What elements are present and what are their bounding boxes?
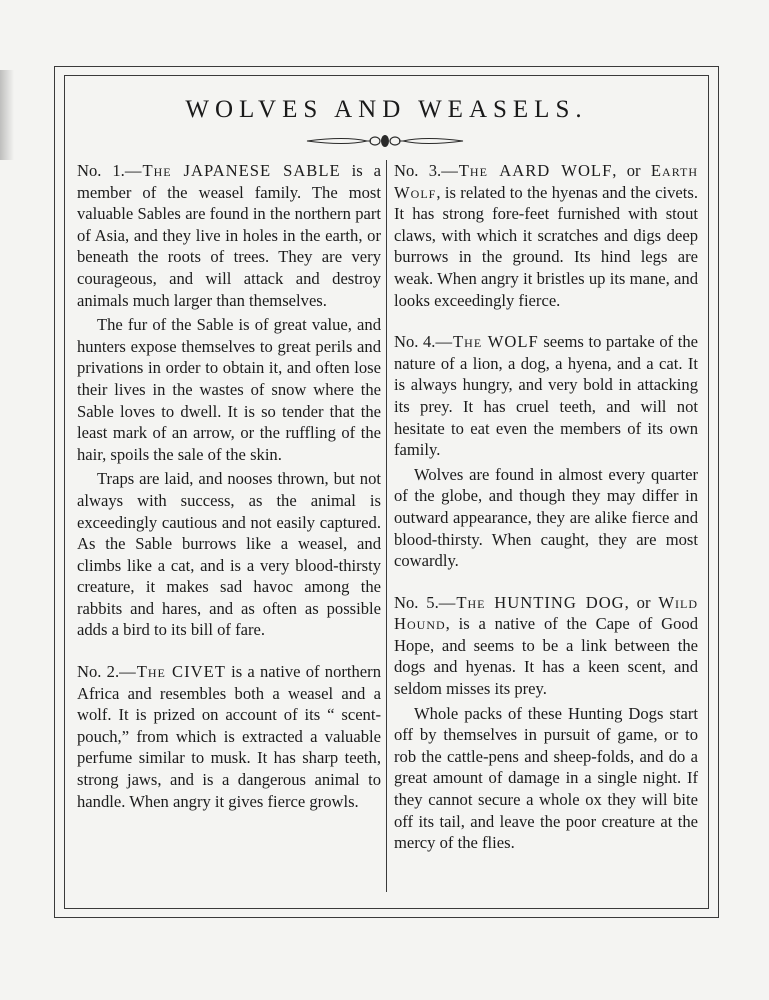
left-column bbox=[77, 160, 381, 832]
entry-number: No. 1. bbox=[77, 161, 125, 180]
entry-article: —The bbox=[119, 662, 173, 682]
entry-lead-text: is a member of the weasel family. The most valuable Sables are found in the northern part of Asia, and they live in holes in the earth, or beneath the roots of trees. They are very courageous, and will attack and destroy animals much larger than themselves. bbox=[77, 161, 381, 310]
entry-number: No. 3. bbox=[394, 161, 442, 180]
entry-alt-name: Wild Hound bbox=[394, 592, 698, 634]
entry-number: No. 4. bbox=[394, 332, 436, 352]
entry-paragraph: Traps are laid, and nooses thrown, but not always with success, as the animal is exceedingly cautious and not easily captured. As the Sable burrows like a weasel, and climbs like a cat, and is a very blood-thirsty creature, it makes sad havoc among the rabbits and hares, and as often as possible adds a bird to its bill of fare. bbox=[77, 469, 381, 640]
title-ornament-icon bbox=[305, 132, 465, 150]
entry-japanese-sable bbox=[77, 160, 381, 641]
entry-paragraph: Whole packs of these Hunting Dogs start off by themselves in pursuit of game, or to rob the cattle-pens and sheep-folds, and do a great amount of damage in a single night. If they cannot secure a whole ox they will bite off its tail, and leave the poor creature at the mercy of the flies. bbox=[394, 703, 698, 853]
entry-number: No. 2. bbox=[77, 662, 120, 682]
page-edge-smudge bbox=[0, 70, 14, 160]
entry-aard-wolf bbox=[394, 160, 698, 311]
entry-civet bbox=[77, 661, 381, 812]
entry-name-suffix: , or bbox=[612, 161, 651, 180]
entry-lead-paragraph bbox=[394, 160, 698, 311]
entry-lead-text: , is related to the hyenas and the civets. It has strong fore-feet furnished with stout claws, with which it scratches and digs deep burrows in the ground. Its hind legs are weak. When angry it bristles up its mane, and looks exceedingly fierce. bbox=[394, 182, 698, 310]
entry-number: No. 5. bbox=[394, 592, 439, 612]
entry-name: JAPANESE SABLE bbox=[183, 161, 341, 180]
entry-lead-text: , is a native of the Cape of Good Hope, and seems to be a link between the dogs and hyenas. It has a keen scent, and seldom misses its prey. bbox=[394, 614, 698, 699]
entry-lead-paragraph bbox=[77, 160, 381, 311]
entry-hunting-dog bbox=[394, 592, 698, 854]
entry-paragraph: Wolves are found in almost every quarter of the globe, and though they may differ in outward appearance, they are alike fierce and blood-thirsty. When caught, they are most cowardly. bbox=[394, 464, 698, 571]
entry-article: —The bbox=[438, 592, 495, 612]
entry-paragraph: The fur of the Sable is of great value, and hunters expose themselves to great perils and privations in order to obtain it, and often lose their lives in the wastes of snow where the Sable loves to dwell. It is so tender that the least mark of an arrow, or the ruffling of the hair, spoils the sale of the skin. bbox=[77, 315, 381, 464]
entry-lead-text: is a native of northern Africa and resembles both a weasel and a wolf. It is prized on account of its “ scent-pouch,” from which is extracted a valuable perfume similar to musk. It has sharp teeth, strong jaws, and is a dangerous animal to handle. When angry it gives fierce growls. bbox=[77, 662, 381, 811]
entry-name-suffix: , or bbox=[624, 592, 659, 612]
entry-name: CIVET bbox=[172, 662, 226, 682]
page-title: WOLVES AND WEASELS. bbox=[185, 96, 588, 123]
entry-alt-name: Earth Wolf bbox=[394, 161, 698, 202]
entry-lead-text: seems to partake of the nature of a lion, a dog, a hyena, and a cat. It is always hungry, and very bold in attacking its prey. It has cruel teeth, and will not hesitate to eat even the members of its own family. bbox=[394, 332, 698, 460]
entry-article: —The bbox=[124, 161, 184, 180]
right-column bbox=[394, 160, 698, 874]
entry-lead-paragraph bbox=[394, 331, 698, 461]
entry-name: AARD WOLF bbox=[499, 161, 613, 180]
column-divider bbox=[386, 160, 387, 892]
entry-lead-paragraph bbox=[394, 592, 698, 700]
entry-wolf bbox=[394, 331, 698, 572]
entry-name: HUNTING DOG bbox=[494, 592, 625, 612]
entry-article: —The bbox=[435, 332, 488, 352]
entry-name: WOLF bbox=[487, 332, 539, 352]
entry-article: —The bbox=[441, 161, 500, 180]
entry-lead-paragraph bbox=[77, 661, 381, 812]
